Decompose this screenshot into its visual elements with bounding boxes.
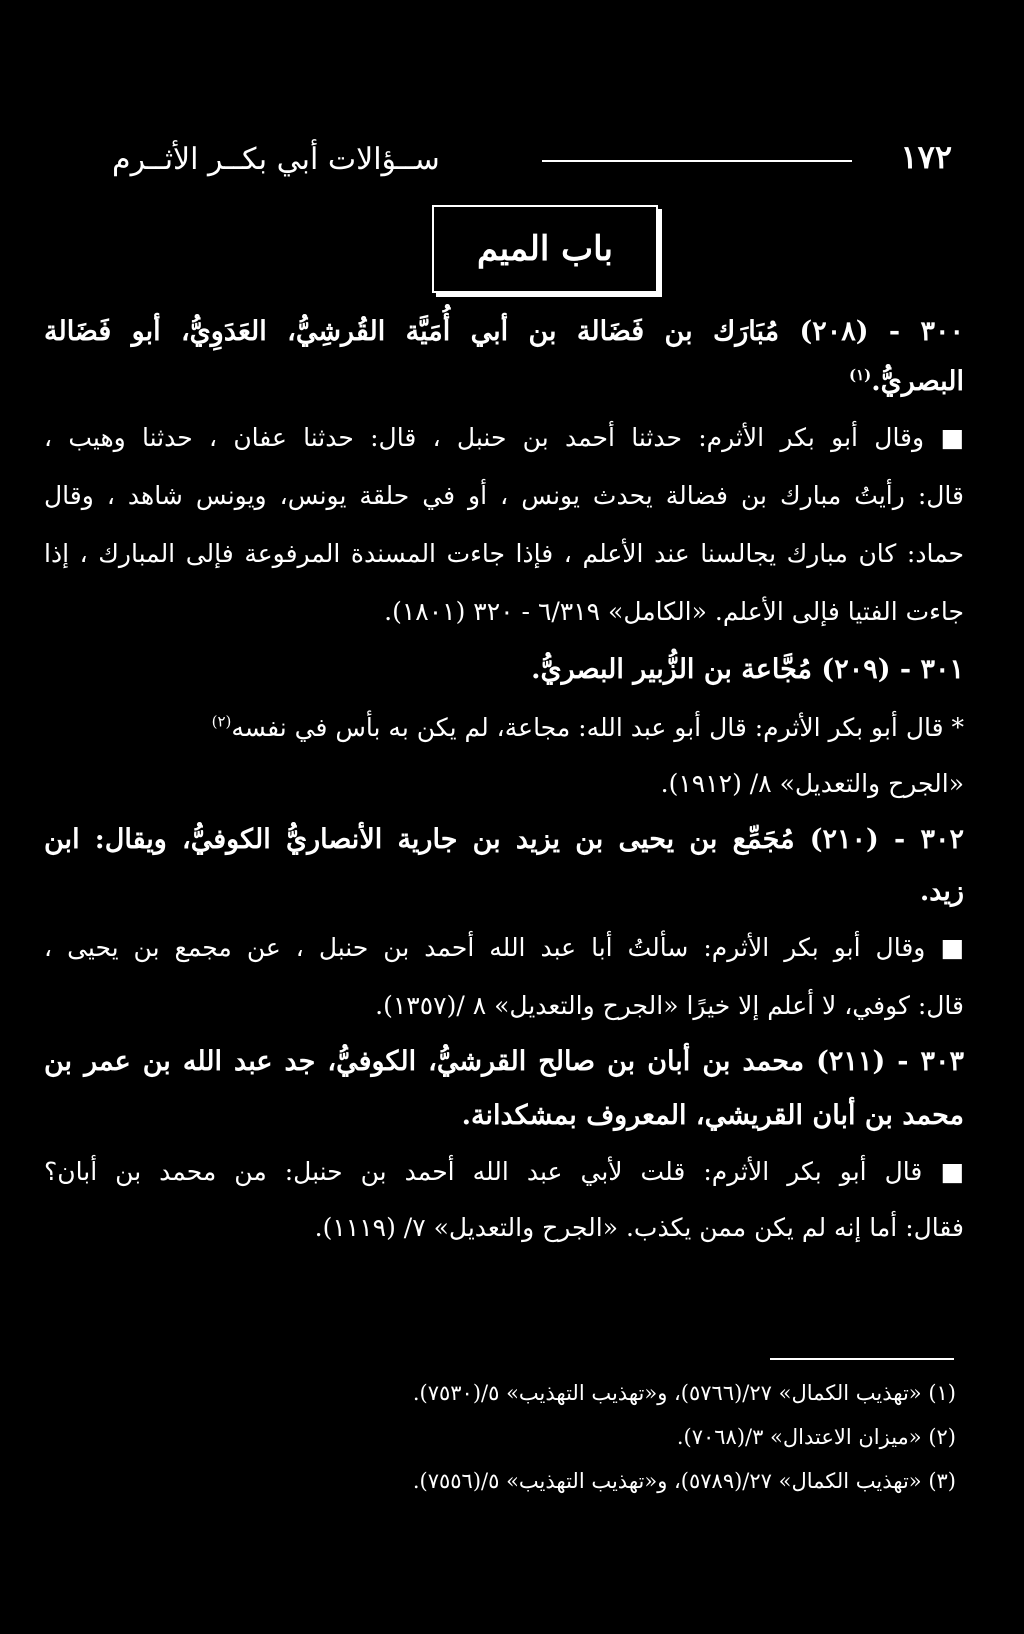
body-line [44, 706, 964, 750]
footnote-1: (١) «تهذيب الكمال» ٢٧/(٥٧٦٦)، و«تهذيب التهذيب» ٥/(٧٥٣٠). [412, 1381, 956, 1405]
body-line: قال: رأيتُ مبارك بن فضالة يحدث يونس ، أو في حلقة يونس، ويونس شاهد ، وقال [44, 481, 964, 510]
entry-heading-302-cont: زيد. [919, 876, 964, 907]
header-rule [542, 160, 852, 162]
line-text: البصريُّ. [871, 366, 964, 397]
entry-heading-300-cont [44, 360, 964, 404]
body-line: جاءت الفتيا فإلى الأعلم. «الكامل» ٦/٣١٩ - ٣٢٠ (١٨٠١). [384, 597, 964, 626]
chapter-title: باب الميم [476, 229, 614, 269]
running-header [112, 138, 952, 182]
body-line: حماد: كان مبارك يجالسنا عند الأعلم ، فإذا جاءت المسندة المرفوعة فإلى المبارك ، إذا [44, 539, 964, 568]
entry-heading-301: ٣٠١ - (٢٠٩) مُجَّاعة بن الزُّبير البصريُّ. [531, 654, 964, 685]
body-line [44, 984, 964, 1028]
entry-heading-302: ٣٠٢ - (٢١٠) مُجَمِّع بن يحيى بن يزيد بن جارية الأنصاريُّ الكوفيُّ، ويقال: ابن [44, 824, 964, 855]
footnote-3: (٣) «تهذيب الكمال» ٢٧/(٥٧٨٩)، و«تهذيب التهذيب» ٥/(٧٥٥٦). [412, 1469, 956, 1493]
line-text: قال: كوفي، لا أعلم إلا خيرًا «الجرح والتعديل» ٨ /(١٣٥٧). [375, 991, 964, 1020]
running-title: ســؤالات أبي بكــر الأثــرم [112, 142, 440, 177]
footnote-ref-2: (٢) [211, 712, 232, 731]
entry-heading-303-cont: محمد بن أبان القريشي، المعروف بمشكدانة. [461, 1100, 964, 1131]
line-text: * قال أبو بكر الأثرم: قال أبو عبد الله: مجاعة، لم يكن به بأس في نفسه [231, 713, 964, 742]
chapter-title-box [432, 205, 658, 293]
footnote-ref-1: (١) [848, 366, 872, 384]
entry-heading-303: ٣٠٣ - (٢١١) محمد بن أبان بن صالح القرشيُّ، الكوفيُّ، جد عبد الله بن عمر بن [44, 1046, 965, 1077]
page-number: ١٧٢ [900, 138, 952, 176]
body-line: ■ وقال أبو بكر الأثرم: حدثنا أحمد بن حنبل ، قال: حدثنا عفان ، حدثنا وهيب ، [44, 423, 964, 452]
body-line: فقال: أما إنه لم يكن ممن يكذب. «الجرح والتعديل» ٧/ (١١١٩). [314, 1213, 964, 1242]
footnote-rule [770, 1358, 954, 1360]
footnote-2: (٢) «ميزان الاعتدال» ٣/(٧٠٦٨). [676, 1425, 956, 1449]
body-line: ■ وقال أبو بكر الأثرم: سألتُ أبا عبد الله أحمد بن حنبل ، عن مجمع بن يحيى ، [44, 933, 964, 962]
entry-heading-300: ٣٠٠ - (٢٠٨) مُبَارَك بن فَضَالة بن أبي أُمَيَّة القُرشِيُّ، العَدَوِيُّ، أبو فَضَالة [44, 316, 965, 347]
body-line: «الجرح والتعديل» ٨/ (١٩١٢). [660, 769, 964, 798]
body-line: ■ قال أبو بكر الأثرم: قلت لأبي عبد الله أحمد بن حنبل: من محمد بن أبان؟ [44, 1157, 964, 1186]
